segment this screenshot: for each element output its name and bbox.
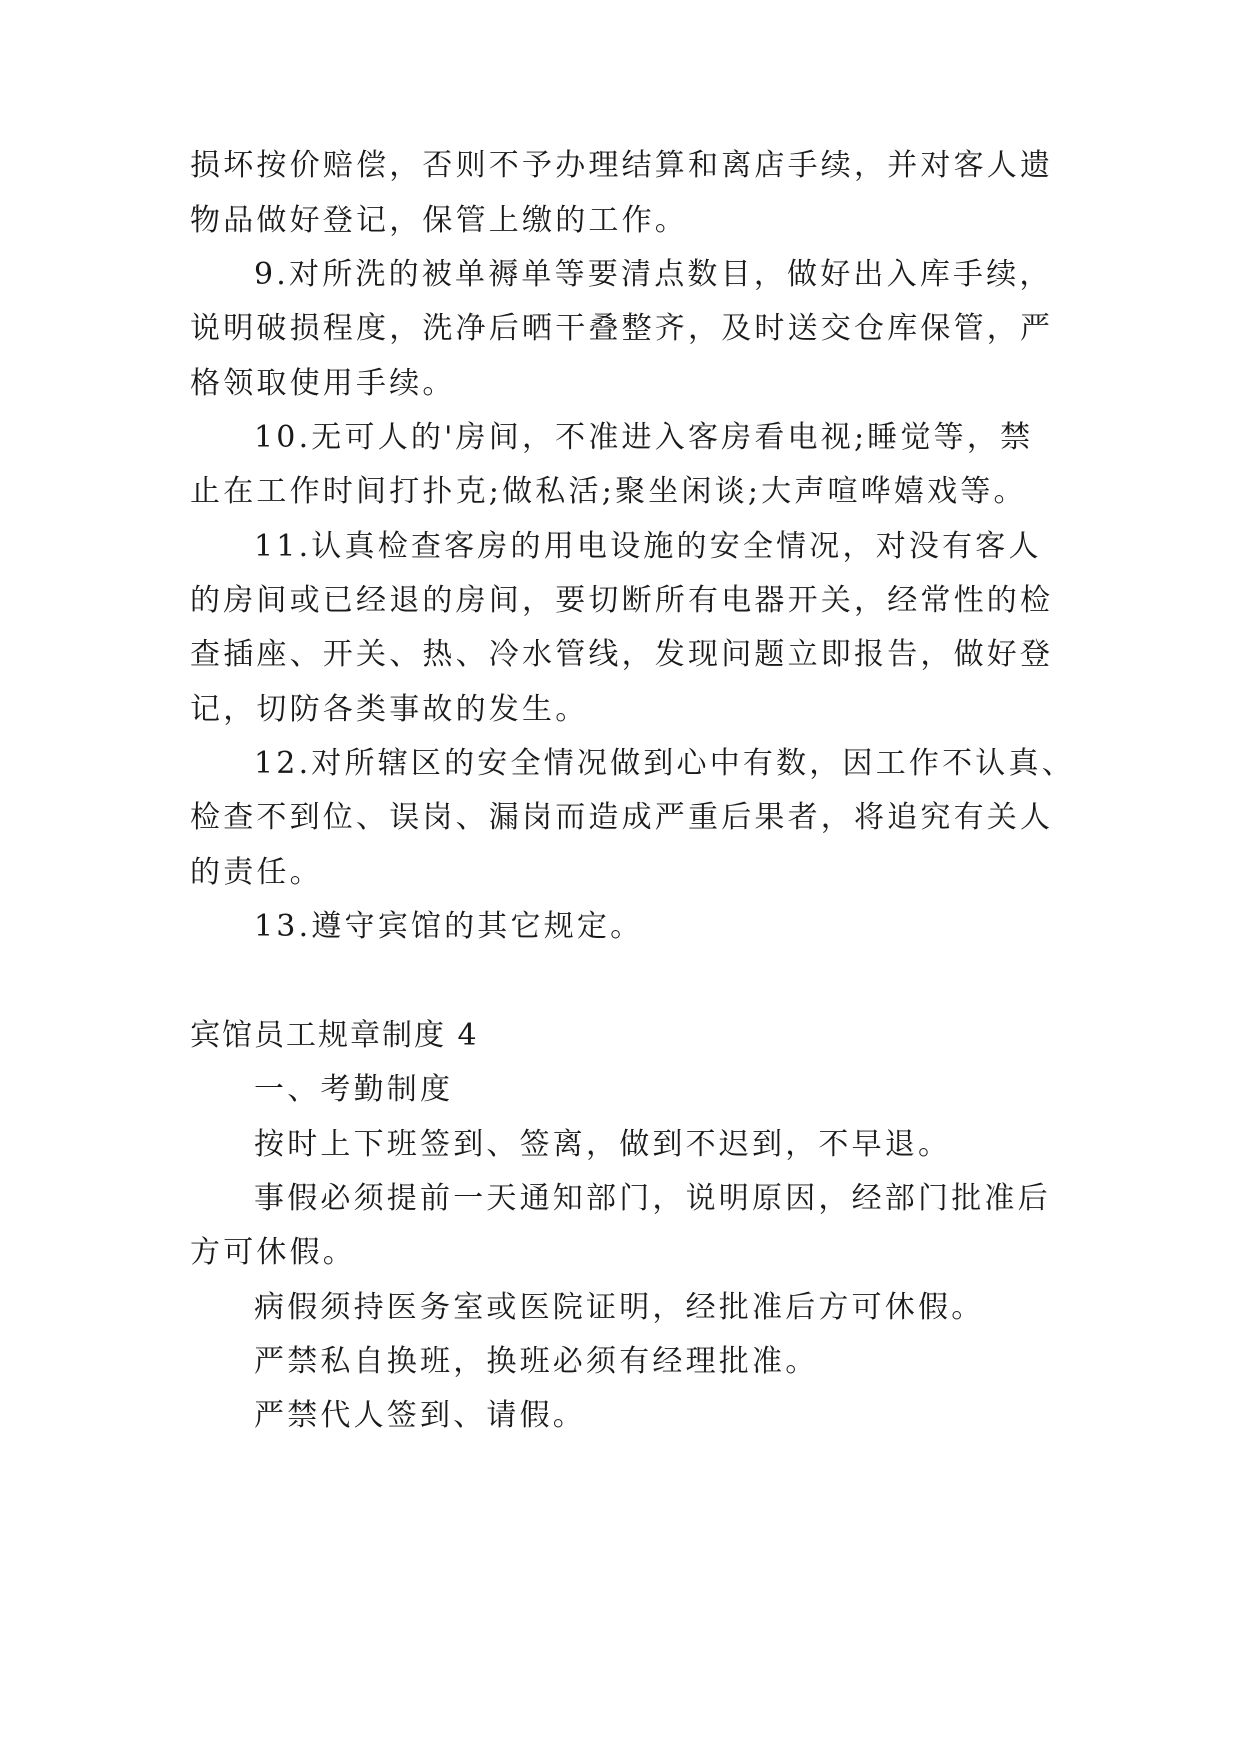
body-text-line: 检查不到位、误岗、漏岗而造成严重后果者，将追究有关人 <box>190 800 1054 835</box>
list-item-13: 13.遵守宾馆的其它规定。 <box>254 909 644 944</box>
list-item-11: 11.认真检查客房的用电设施的安全情况，对没有客人 <box>254 529 1042 564</box>
body-text-line: 物品做好登记，保管上缴的工作。 <box>190 203 688 238</box>
body-text-line: 损坏按价赔偿，否则不予办理结算和离店手续，并对客人遗 <box>190 148 1054 183</box>
list-item-10: 10.无可人的'房间，不准进入客房看电视;睡觉等，禁 <box>254 420 1034 455</box>
subsection-heading: 一、考勤制度 <box>254 1072 454 1107</box>
body-text-line: 格领取使用手续。 <box>190 366 456 401</box>
body-text-line: 的责任。 <box>190 855 323 890</box>
body-text-line: 方可休假。 <box>190 1235 356 1270</box>
section-title: 宾馆员工规章制度 4 <box>190 1018 479 1053</box>
body-text-line: 的房间或已经退的房间，要切断所有电器开关，经常性的检 <box>190 583 1054 618</box>
body-text-line: 病假须持医务室或医院证明，经批准后方可休假。 <box>254 1290 985 1325</box>
list-item-9: 9.对所洗的被单褥单等要清点数目，做好出入库手续， <box>254 257 1053 292</box>
body-text-line: 查插座、开关、热、冷水管线，发现问题立即报告，做好登 <box>190 637 1054 672</box>
list-item-12: 12.对所辖区的安全情况做到心中有数，因工作不认真、 <box>254 746 1075 781</box>
body-text-line: 事假必须提前一天通知部门，说明原因，经部门批准后 <box>254 1181 1051 1216</box>
body-text-line: 止在工作时间打扑克;做私活;聚坐闲谈;大声喧哗嬉戏等。 <box>190 474 1027 509</box>
body-text-line: 严禁代人签到、请假。 <box>254 1398 586 1433</box>
body-text-line: 严禁私自换班，换班必须有经理批准。 <box>254 1344 819 1379</box>
body-text-line: 说明破损程度，洗净后晒干叠整齐，及时送交仓库保管，严 <box>190 311 1054 346</box>
body-text-line: 按时上下班签到、签离，做到不迟到，不早退。 <box>254 1127 952 1162</box>
body-text-line: 记，切防各类事故的发生。 <box>190 692 589 727</box>
